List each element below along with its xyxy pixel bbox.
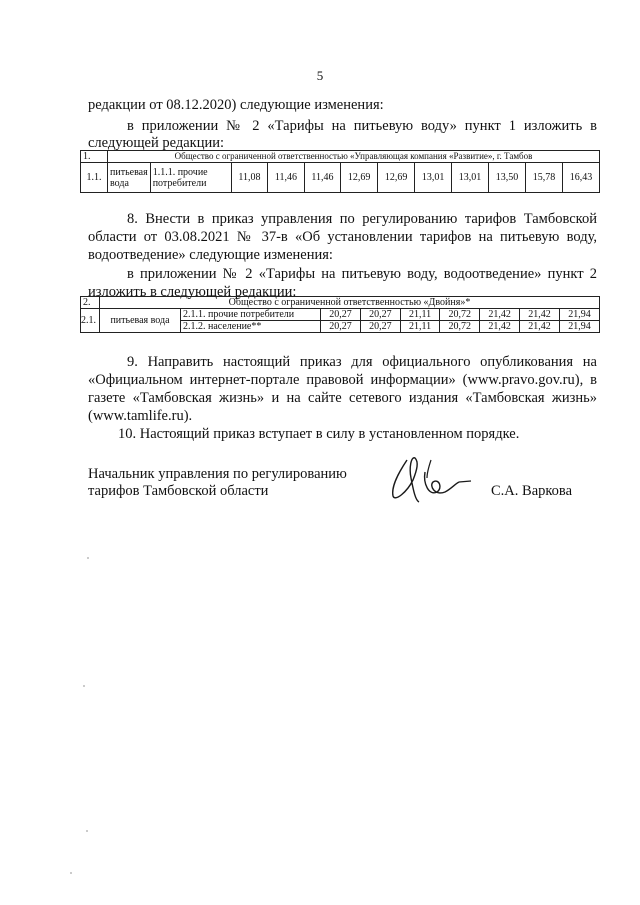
signer-position-line2: тарифов Тамбовской области	[88, 483, 269, 499]
item9-line1: 9. Направить настоящий приказ для официального опубликования на	[127, 354, 597, 370]
intro-line: редакции от 08.12.2020) следующие изменения:	[88, 97, 384, 113]
item8-line2: области от 03.08.2021 № 37-в «Об установлении тарифов на питьевую воду,	[88, 229, 597, 245]
table2-consumer: 2.1.2. население**	[181, 321, 321, 333]
table2-row-num: 2.	[81, 297, 100, 309]
table2-value: 21,94	[560, 321, 600, 333]
item8-line1: 8. Внести в приказ управления по регулированию тарифов Тамбовской	[127, 211, 597, 227]
table1-value: 15,78	[526, 163, 563, 193]
scan-speck	[87, 557, 89, 559]
table2-value: 21,11	[400, 309, 439, 321]
scan-speck	[83, 685, 85, 687]
table1-value: 12,69	[341, 163, 378, 193]
table1-value: 13,50	[489, 163, 526, 193]
scan-speck	[86, 830, 88, 832]
item1-line1: в приложении № 2 «Тарифы на питьевую воду» пункт 1 изложить в	[127, 118, 597, 134]
item9-line2: «Официальном интернет-портале правовой информации» (www.pravo.gov.ru), в	[88, 372, 597, 388]
table1-value: 11,46	[304, 163, 340, 193]
table1-value: 13,01	[452, 163, 489, 193]
table2-sub-num: 2.1.	[81, 309, 100, 333]
table1-service	[108, 163, 151, 193]
table1-row-num: 1.	[81, 151, 108, 163]
table2-consumer: 2.1.1. прочие потребители	[181, 309, 321, 321]
table2-value: 21,94	[560, 309, 600, 321]
page-number: 5	[316, 68, 324, 83]
tariff-table-1	[80, 150, 600, 193]
table1-sub-num: 1.1.	[81, 163, 108, 193]
tariff-table-2	[80, 296, 600, 333]
item10: 10. Настоящий приказ вступает в силу в установленном порядке.	[118, 426, 520, 442]
handwritten-signature	[385, 452, 475, 507]
table2-value: 20,27	[321, 321, 361, 333]
table2-value: 21,42	[480, 309, 520, 321]
table1-service-line2: вода	[110, 177, 129, 189]
table1-consumer	[150, 163, 231, 193]
item1-line2: следующей редакции:	[88, 135, 225, 151]
table1-value: 13,01	[415, 163, 452, 193]
table2-value: 20,27	[321, 309, 361, 321]
signer-name: С.А. Варкова	[491, 483, 573, 499]
signer-position-line1: Начальник управления по регулированию	[88, 466, 347, 482]
item8-line5: изложить в следующей редакции:	[88, 284, 297, 300]
table2-value: 21,42	[520, 321, 560, 333]
scan-speck	[70, 872, 72, 874]
table2-org: Общество с ограниченной ответственностью «Двойня»*	[100, 297, 600, 309]
table2-value: 20,27	[360, 321, 400, 333]
item9-line3: газете «Тамбовская жизнь» и на сайте сетевого издания «Тамбовская жизнь»	[88, 390, 597, 406]
table1-org: Общество с ограниченной ответственностью «Управляющая компания «Развитие», г. Тамбов	[108, 151, 600, 163]
table2-service: питьевая вода	[100, 309, 181, 333]
item9-line4: (www.tamlife.ru).	[88, 408, 193, 424]
table1-value: 16,43	[562, 163, 599, 193]
table2-value: 20,72	[440, 309, 480, 321]
table1-service-line1: питьевая	[110, 166, 148, 178]
table1-consumer-line2: потребители	[152, 177, 207, 189]
table1-value: 11,08	[231, 163, 267, 193]
table2-value: 21,42	[520, 309, 560, 321]
table1-consumer-line1: 1.1.1. прочие	[152, 166, 208, 178]
table2-value: 21,11	[400, 321, 439, 333]
item8-line4: в приложении № 2 «Тарифы на питьевую воду, водоотведение» пункт 2	[127, 266, 597, 282]
table2-value: 20,27	[360, 309, 400, 321]
item8-line3: водоотведение» следующие изменения:	[88, 247, 333, 263]
table2-value: 21,42	[480, 321, 520, 333]
table1-value: 11,46	[268, 163, 304, 193]
table2-value: 20,72	[440, 321, 480, 333]
table1-value: 12,69	[378, 163, 415, 193]
